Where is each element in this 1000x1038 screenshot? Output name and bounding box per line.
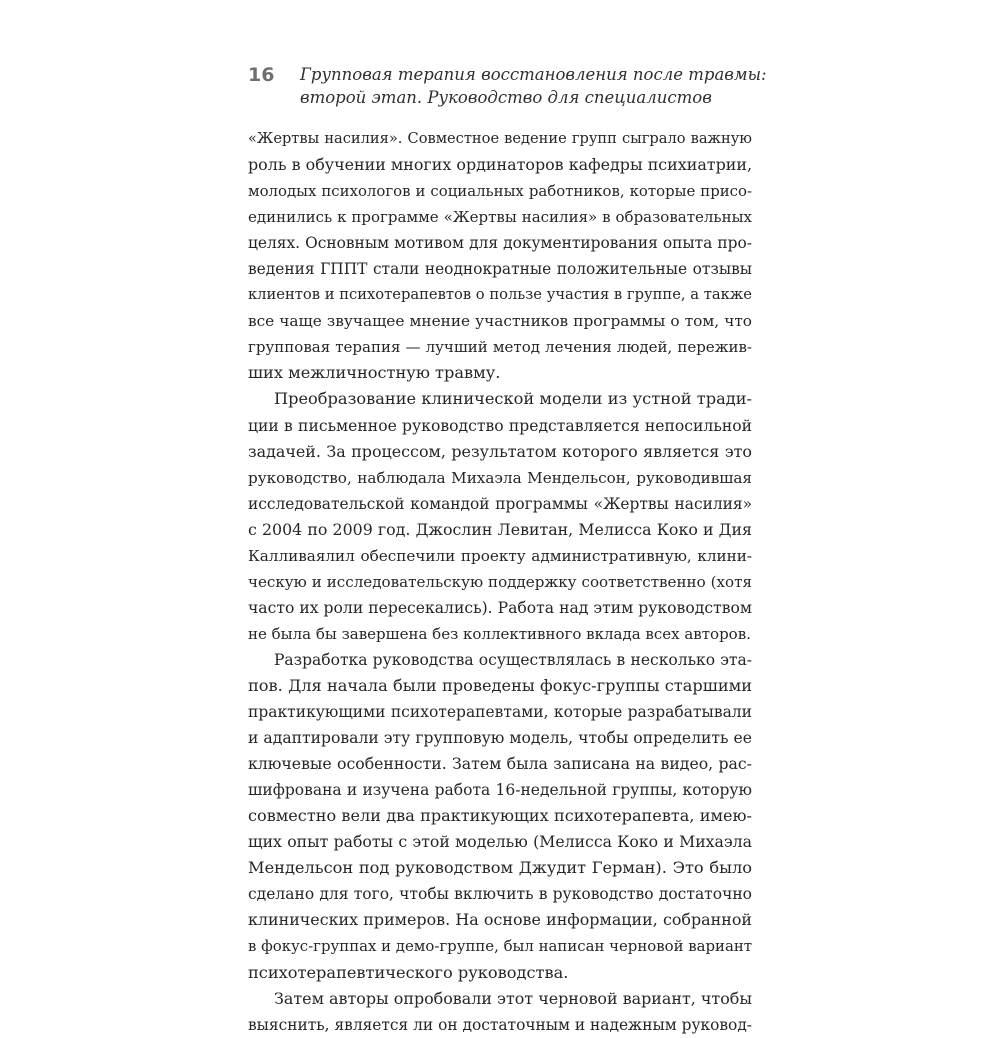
paragraph <box>248 126 752 386</box>
running-title-line-2: второй этап. Руководство для специалистов <box>300 88 712 107</box>
text-line: ведения ГППТ стали неоднократные положительные отзывы <box>248 260 752 279</box>
text-line: и адаптировали эту групповую модель, чтобы определить ее <box>248 729 752 748</box>
text-line: с 2004 по 2009 год. Джослин Левитан, Мелисса Коко и Дия <box>248 519 752 539</box>
page-number: 16 <box>248 64 275 86</box>
paragraph <box>248 986 752 1038</box>
body-text <box>248 126 752 1038</box>
text-line: задачей. За процессом, результатом которого является это <box>248 441 752 461</box>
text-line: клиентов и психотерапевтов о пользе участия в группе, а также <box>248 286 752 304</box>
running-title-line-1: Групповая терапия восстановления после травмы: <box>300 65 767 84</box>
text-line: выяснить, является ли он достаточным и надежным руковод- <box>248 1015 752 1034</box>
text-line: «Жертвы насилия». Совместное ведение групп сыграло важную <box>248 130 752 147</box>
running-title <box>300 63 767 109</box>
text-line: часто их роли пересекались). Работа над этим руководством <box>248 598 752 617</box>
text-line: руководство, наблюдала Михаэла Мендельсон, руководившая <box>248 468 752 487</box>
text-line: ции в письменное руководство представляется непосильной <box>248 416 752 435</box>
text-line: целях. Основным мотивом для документирования опыта про- <box>248 234 752 253</box>
text-line: Мендельсон под руководством Джудит Герман). Это было <box>248 858 752 878</box>
text-line: не была бы завершена без коллективного вклада всех авторов. <box>248 624 751 643</box>
text-line: ческую и исследовательскую поддержку соответственно (хотя <box>248 572 752 591</box>
paragraph <box>248 386 752 646</box>
paragraph <box>248 647 752 986</box>
text-line: психотерапевтического руководства. <box>248 962 569 982</box>
text-line: шифрована и изучена работа 16-недельной группы, которую <box>248 781 752 800</box>
text-line: Калливаялил обеспечили проекту административную, клини- <box>248 546 752 565</box>
text-line: молодых психологов и социальных работников, которые присо- <box>248 182 752 201</box>
text-line: Преобразование клинической модели из устной тради- <box>274 389 752 409</box>
text-line: пов. Для начала были проведены фокус-группы старшими <box>248 675 752 695</box>
text-line: щих опыт работы с этой моделью (Мелисса Коко и Михаэла <box>248 832 752 852</box>
text-line: роль в обучении многих ординаторов кафедры психиатрии, <box>248 155 752 175</box>
text-line: сделано для того, чтобы включить в руководство достаточно <box>248 885 752 904</box>
text-line: совместно вели два практикующих психотерапевта, имею- <box>248 806 752 826</box>
text-line: клинических примеров. На основе информации, собранной <box>248 910 752 930</box>
text-line: групповая терапия — лучший метод лечения людей, пережив- <box>248 338 752 357</box>
text-line: Разработка руководства осуществлялась в несколько эта- <box>274 650 752 669</box>
text-line: практикующими психотерапевтами, которые разрабатывали <box>248 703 752 722</box>
text-line: ших межличностную травму. <box>248 363 501 383</box>
text-line: все чаще звучащее мнение участников программы о том, что <box>248 312 752 331</box>
text-line: ключевые особенности. Затем была записана на видео, рас- <box>248 754 752 774</box>
text-line: единились к программе «Жертвы насилия» в образовательных <box>248 208 752 227</box>
text-line: Затем авторы опробовали этот черновой вариант, чтобы <box>274 988 752 1008</box>
text-line: исследовательской командой программы «Жертвы насилия» <box>248 494 752 513</box>
text-line: в фокус-группах и демо-группе, был написан черновой вариант <box>248 937 752 956</box>
